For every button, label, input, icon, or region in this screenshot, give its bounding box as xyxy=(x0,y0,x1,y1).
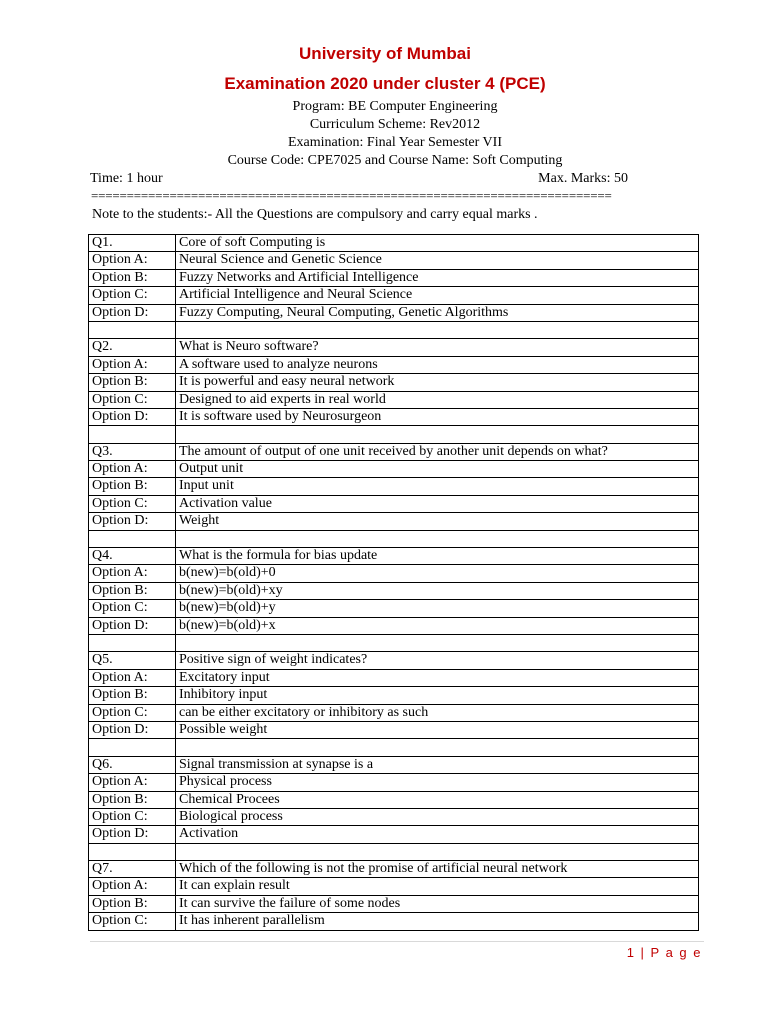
option-row xyxy=(89,895,699,912)
row-label: Option C: xyxy=(89,808,176,825)
row-label: Option A: xyxy=(89,774,176,791)
exam-title: Examination 2020 under cluster 4 (PCE) xyxy=(224,74,546,93)
row-text: Input unit xyxy=(176,478,699,495)
row-label: Option A: xyxy=(89,356,176,373)
option-row xyxy=(89,287,699,304)
option-row xyxy=(89,356,699,373)
row-text: Designed to aid experts in real world xyxy=(176,391,699,408)
row-label: Option B: xyxy=(89,895,176,912)
option-row xyxy=(89,582,699,599)
question-row xyxy=(89,235,699,252)
row-label: Option C: xyxy=(89,913,176,930)
row-label xyxy=(89,843,176,860)
row-label: Q1. xyxy=(89,235,176,252)
row-text: Fuzzy Networks and Artificial Intelligence xyxy=(176,269,699,286)
students-note: Note to the students:- All the Questions are compulsory and carry equal marks . xyxy=(92,207,538,222)
row-label: Option B: xyxy=(89,687,176,704)
row-text: Artificial Intelligence and Neural Science xyxy=(176,287,699,304)
row-text: Excitatory input xyxy=(176,669,699,686)
max-marks-label: Max. Marks: 50 xyxy=(538,171,628,186)
row-text: Weight xyxy=(176,513,699,530)
row-label: Option C: xyxy=(89,704,176,721)
option-row xyxy=(89,565,699,582)
question-row xyxy=(89,548,699,565)
row-text: Activation value xyxy=(176,495,699,512)
row-label xyxy=(89,634,176,651)
option-row xyxy=(89,721,699,738)
row-text: It is powerful and easy neural network xyxy=(176,374,699,391)
option-row xyxy=(89,808,699,825)
row-label: Option B: xyxy=(89,791,176,808)
row-label xyxy=(89,739,176,756)
option-row xyxy=(89,495,699,512)
row-label: Option A: xyxy=(89,878,176,895)
row-text: Physical process xyxy=(176,774,699,791)
examination-line: Examination: Final Year Semester VII xyxy=(288,135,502,150)
row-label: Q3. xyxy=(89,443,176,460)
option-row xyxy=(89,913,699,930)
row-text: Activation xyxy=(176,826,699,843)
option-row xyxy=(89,478,699,495)
row-text xyxy=(176,634,699,651)
option-row xyxy=(89,878,699,895)
course-line: Course Code: CPE7025 and Course Name: Soft Computing xyxy=(227,153,563,168)
row-text: What is Neuro software? xyxy=(176,339,699,356)
row-label: Q6. xyxy=(89,756,176,773)
option-row xyxy=(89,461,699,478)
row-text: b(new)=b(old)+xy xyxy=(176,582,699,599)
row-text: A software used to analyze neurons xyxy=(176,356,699,373)
row-text xyxy=(176,843,699,860)
option-row xyxy=(89,600,699,617)
row-text xyxy=(176,739,699,756)
row-text: b(new)=b(old)+x xyxy=(176,617,699,634)
spacer-row xyxy=(89,739,699,756)
row-text: Chemical Procees xyxy=(176,791,699,808)
row-text: Positive sign of weight indicates? xyxy=(176,652,699,669)
time-marks-row xyxy=(90,170,628,188)
question-row xyxy=(89,339,699,356)
row-label: Option A: xyxy=(89,461,176,478)
row-label: Option C: xyxy=(89,495,176,512)
row-label xyxy=(89,530,176,547)
spacer-row xyxy=(89,321,699,338)
row-text: The amount of output of one unit received by another unit depends on what? xyxy=(176,443,699,460)
footer-divider xyxy=(90,941,704,942)
row-text xyxy=(176,530,699,547)
option-row xyxy=(89,617,699,634)
row-label: Q7. xyxy=(89,861,176,878)
row-label: Option B: xyxy=(89,374,176,391)
option-row xyxy=(89,791,699,808)
question-row xyxy=(89,861,699,878)
row-text: Which of the following is not the promise of artificial neural network xyxy=(176,861,699,878)
row-label: Option B: xyxy=(89,582,176,599)
row-text: What is the formula for bias update xyxy=(176,548,699,565)
row-text: Neural Science and Genetic Science xyxy=(176,252,699,269)
separator-rule: ========================================================================= xyxy=(91,188,612,203)
row-text: It can survive the failure of some nodes xyxy=(176,895,699,912)
row-text: It has inherent parallelism xyxy=(176,913,699,930)
row-label: Q2. xyxy=(89,339,176,356)
row-label: Option A: xyxy=(89,669,176,686)
option-row xyxy=(89,391,699,408)
row-label: Option C: xyxy=(89,287,176,304)
page-number: 1 | P a g e xyxy=(626,945,702,960)
row-text: Signal transmission at synapse is a xyxy=(176,756,699,773)
row-text: It is software used by Neurosurgeon xyxy=(176,408,699,425)
option-row xyxy=(89,408,699,425)
option-row xyxy=(89,513,699,530)
row-label: Option C: xyxy=(89,391,176,408)
row-label: Option D: xyxy=(89,408,176,425)
row-label: Option D: xyxy=(89,513,176,530)
question-row xyxy=(89,652,699,669)
time-label: Time: 1 hour xyxy=(90,171,163,186)
row-label: Option D: xyxy=(89,826,176,843)
row-text: b(new)=b(old)+y xyxy=(176,600,699,617)
row-label: Q5. xyxy=(89,652,176,669)
university-title: University of Mumbai xyxy=(299,44,471,63)
row-text xyxy=(176,321,699,338)
option-row xyxy=(89,304,699,321)
option-row xyxy=(89,252,699,269)
option-row xyxy=(89,269,699,286)
row-label: Q4. xyxy=(89,548,176,565)
spacer-row xyxy=(89,634,699,651)
option-row xyxy=(89,704,699,721)
row-text: Core of soft Computing is xyxy=(176,235,699,252)
scheme-line: Curriculum Scheme: Rev2012 xyxy=(309,117,481,132)
row-label: Option D: xyxy=(89,304,176,321)
row-text xyxy=(176,426,699,443)
row-label xyxy=(89,321,176,338)
row-text: It can explain result xyxy=(176,878,699,895)
questions-table xyxy=(88,234,699,931)
row-label: Option C: xyxy=(89,600,176,617)
row-label: Option D: xyxy=(89,721,176,738)
row-text: b(new)=b(old)+0 xyxy=(176,565,699,582)
option-row xyxy=(89,826,699,843)
row-text: Inhibitory input xyxy=(176,687,699,704)
row-label: Option B: xyxy=(89,269,176,286)
row-text: Fuzzy Computing, Neural Computing, Genetic Algorithms xyxy=(176,304,699,321)
row-label: Option A: xyxy=(89,565,176,582)
question-row xyxy=(89,756,699,773)
option-row xyxy=(89,687,699,704)
row-text: Possible weight xyxy=(176,721,699,738)
question-row xyxy=(89,443,699,460)
option-row xyxy=(89,374,699,391)
row-label: Option B: xyxy=(89,478,176,495)
row-label: Option A: xyxy=(89,252,176,269)
row-text: Biological process xyxy=(176,808,699,825)
row-label: Option D: xyxy=(89,617,176,634)
spacer-row xyxy=(89,843,699,860)
option-row xyxy=(89,669,699,686)
spacer-row xyxy=(89,426,699,443)
row-text: can be either excitatory or inhibitory as such xyxy=(176,704,699,721)
option-row xyxy=(89,774,699,791)
row-label xyxy=(89,426,176,443)
spacer-row xyxy=(89,530,699,547)
program-line: Program: BE Computer Engineering xyxy=(292,99,498,114)
row-text: Output unit xyxy=(176,461,699,478)
